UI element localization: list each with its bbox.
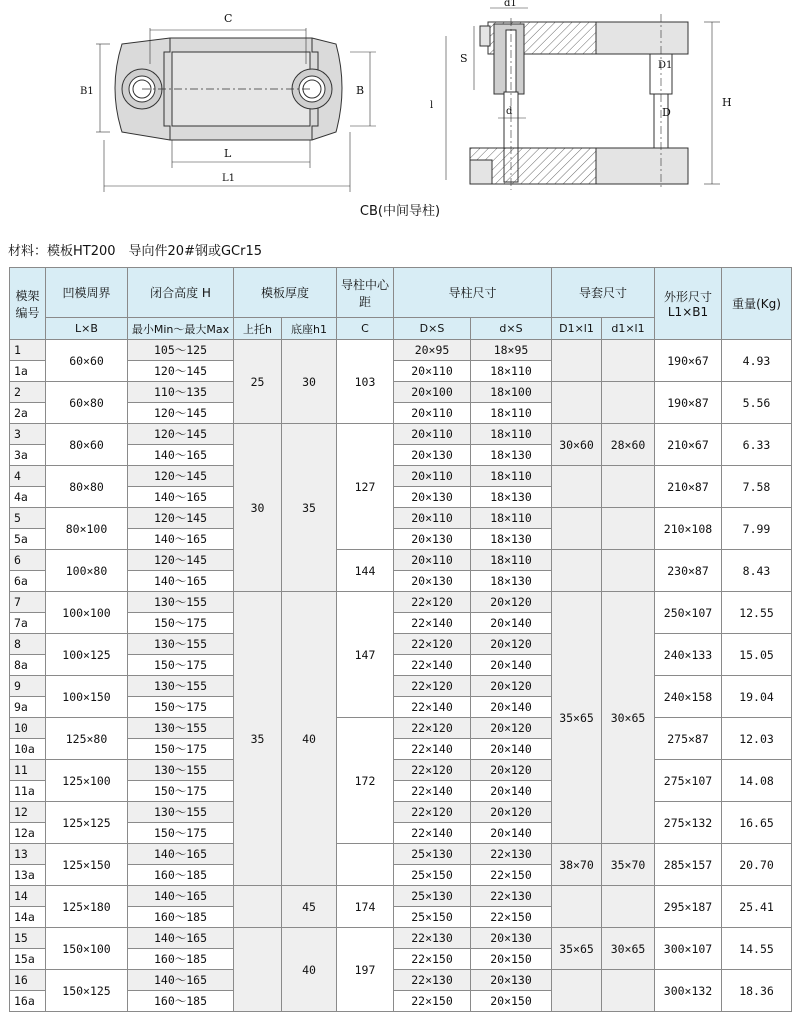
pillar-d-cell: 20×110 — [394, 508, 471, 529]
pillar-d-cell: 22×140 — [394, 613, 471, 634]
closed-height-cell: 160～185 — [128, 865, 234, 886]
pillar-small-cell: 20×120 — [471, 634, 552, 655]
plan-label-b: B — [356, 84, 365, 97]
die-perimeter-cell: 80×100 — [46, 508, 128, 550]
model-id: 12a — [10, 823, 46, 844]
bush-d1-cell: 30×60 — [552, 424, 602, 466]
pillar-small-cell: 18×110 — [471, 361, 552, 382]
weight-cell: 7.99 — [722, 508, 792, 550]
bush-small-cell — [602, 886, 655, 928]
sub-header-lxb: L×B — [46, 318, 128, 340]
pillar-small-cell: 20×120 — [471, 592, 552, 613]
model-id: 3a — [10, 445, 46, 466]
sub-header-c: C — [337, 318, 394, 340]
table-row — [10, 844, 792, 865]
weight-cell: 14.08 — [722, 760, 792, 802]
model-id: 5a — [10, 529, 46, 550]
pillar-d-cell: 22×120 — [394, 592, 471, 613]
weight-cell: 12.55 — [722, 592, 792, 634]
pillar-small-cell: 20×140 — [471, 823, 552, 844]
table-row — [10, 550, 792, 571]
model-id: 15a — [10, 949, 46, 970]
pillar-d-cell: 20×110 — [394, 403, 471, 424]
pillar-d-cell: 22×140 — [394, 823, 471, 844]
sub-header-bush-d1: D1×l1 — [552, 318, 602, 340]
weight-cell: 12.03 — [722, 718, 792, 760]
pillar-d-cell: 22×140 — [394, 781, 471, 802]
sub-header-bush-small: d1×l1 — [602, 318, 655, 340]
bush-small-cell — [602, 550, 655, 592]
outer-size-cell: 240×158 — [655, 676, 722, 718]
closed-height-cell: 120～145 — [128, 466, 234, 487]
elev-label-h: H — [722, 96, 732, 109]
bush-d1-cell — [552, 382, 602, 424]
material-note: 材料：模板HT200 导向件20#钢或GCr15 — [8, 244, 263, 259]
pillar-d-cell: 20×130 — [394, 445, 471, 466]
bush-d1-cell: 38×70 — [552, 844, 602, 886]
pillar-d-cell: 20×110 — [394, 361, 471, 382]
model-id: 10 — [10, 718, 46, 739]
pillar-d-cell: 22×150 — [394, 949, 471, 970]
drawing-caption: CB(中间导柱) — [359, 204, 441, 219]
closed-height-cell: 140～165 — [128, 487, 234, 508]
base-thickness-cell: 40 — [282, 928, 337, 1012]
closed-height-cell: 120～145 — [128, 424, 234, 445]
die-perimeter-cell: 80×80 — [46, 466, 128, 508]
model-id: 1a — [10, 361, 46, 382]
table-row — [10, 508, 792, 529]
base-thickness-cell: 35 — [282, 424, 337, 592]
header-die-perimeter: 凹模周界 — [46, 268, 128, 318]
table-row — [10, 382, 792, 403]
header-guide-pillar: 导柱尺寸 — [394, 268, 552, 318]
pillar-small-cell: 20×120 — [471, 760, 552, 781]
die-perimeter-cell: 150×125 — [46, 970, 128, 1012]
weight-cell: 8.43 — [722, 550, 792, 592]
table-row — [10, 634, 792, 655]
model-id: 13 — [10, 844, 46, 865]
outer-size-cell: 240×133 — [655, 634, 722, 676]
elev-label-s: S — [460, 52, 468, 65]
center-distance-cell: 144 — [337, 550, 394, 592]
table-row — [10, 466, 792, 487]
bush-small-cell — [602, 970, 655, 1012]
weight-cell: 25.41 — [722, 886, 792, 928]
outer-size-cell: 295×187 — [655, 886, 722, 928]
model-id: 16 — [10, 970, 46, 991]
pillar-d-cell: 20×100 — [394, 382, 471, 403]
bush-d1-cell — [552, 550, 602, 592]
outer-size-cell: 230×87 — [655, 550, 722, 592]
bush-d1-cell — [552, 886, 602, 928]
bush-small-cell: 30×65 — [602, 592, 655, 844]
bush-small-cell: 35×70 — [602, 844, 655, 886]
elev-label-l: l — [430, 100, 434, 111]
closed-height-cell: 150～175 — [128, 739, 234, 760]
closed-height-cell: 140～165 — [128, 928, 234, 949]
model-id: 14a — [10, 907, 46, 928]
table-row — [10, 760, 792, 781]
pillar-d-cell: 20×110 — [394, 424, 471, 445]
pillar-small-cell: 18×110 — [471, 403, 552, 424]
pillar-small-cell: 22×130 — [471, 886, 552, 907]
bush-d1-cell: 35×65 — [552, 928, 602, 970]
sub-header-pillar-small: d×S — [471, 318, 552, 340]
model-id: 13a — [10, 865, 46, 886]
closed-height-cell: 140～165 — [128, 970, 234, 991]
pillar-small-cell: 20×130 — [471, 970, 552, 991]
weight-cell: 19.04 — [722, 676, 792, 718]
outer-size-cell: 250×107 — [655, 592, 722, 634]
weight-cell: 5.56 — [722, 382, 792, 424]
pillar-d-cell: 20×130 — [394, 571, 471, 592]
table-row — [10, 718, 792, 739]
bush-d1-cell — [552, 340, 602, 382]
die-perimeter-cell: 100×100 — [46, 592, 128, 634]
model-id: 7 — [10, 592, 46, 613]
pillar-d-cell: 22×120 — [394, 634, 471, 655]
base-thickness-cell: 40 — [282, 592, 337, 886]
pillar-small-cell: 18×130 — [471, 571, 552, 592]
elevation-view-drawing — [446, 8, 720, 190]
die-perimeter-cell: 125×180 — [46, 886, 128, 928]
pillar-small-cell: 18×110 — [471, 466, 552, 487]
weight-cell: 16.65 — [722, 802, 792, 844]
die-perimeter-cell: 100×125 — [46, 634, 128, 676]
pillar-d-cell: 20×110 — [394, 466, 471, 487]
model-id: 7a — [10, 613, 46, 634]
pillar-small-cell: 20×150 — [471, 949, 552, 970]
outer-size-cell: 300×107 — [655, 928, 722, 970]
closed-height-cell: 150～175 — [128, 781, 234, 802]
pillar-d-cell: 25×130 — [394, 886, 471, 907]
model-id: 2a — [10, 403, 46, 424]
die-perimeter-cell: 100×150 — [46, 676, 128, 718]
pillar-d-cell: 22×130 — [394, 928, 471, 949]
weight-cell: 20.70 — [722, 844, 792, 886]
pillar-d-cell: 22×140 — [394, 739, 471, 760]
pillar-d-cell: 22×140 — [394, 697, 471, 718]
pillar-d-cell: 20×110 — [394, 550, 471, 571]
outer-size-cell: 275×132 — [655, 802, 722, 844]
technical-drawings — [0, 0, 800, 200]
table-row — [10, 970, 792, 991]
closed-height-cell: 120～145 — [128, 508, 234, 529]
pillar-small-cell: 20×120 — [471, 718, 552, 739]
die-perimeter-cell: 60×80 — [46, 382, 128, 424]
bush-small-cell — [602, 508, 655, 550]
bush-d1-cell — [552, 466, 602, 508]
closed-height-cell: 110～135 — [128, 382, 234, 403]
pillar-small-cell: 20×120 — [471, 676, 552, 697]
model-id: 2 — [10, 382, 46, 403]
pillar-small-cell: 18×110 — [471, 550, 552, 571]
plan-label-b1: B1 — [80, 86, 94, 97]
pillar-small-cell: 22×130 — [471, 844, 552, 865]
outer-size-cell: 190×67 — [655, 340, 722, 382]
closed-height-cell: 150～175 — [128, 613, 234, 634]
pillar-small-cell: 20×130 — [471, 928, 552, 949]
bush-d1-cell — [552, 970, 602, 1012]
pillar-d-cell: 22×130 — [394, 970, 471, 991]
outer-size-cell: 275×107 — [655, 760, 722, 802]
model-id: 6a — [10, 571, 46, 592]
model-id: 9 — [10, 676, 46, 697]
pillar-d-cell: 22×140 — [394, 655, 471, 676]
closed-height-cell: 150～175 — [128, 655, 234, 676]
pillar-small-cell: 20×140 — [471, 697, 552, 718]
plan-label-l: L — [224, 147, 232, 160]
upper-thickness-cell: 35 — [234, 592, 282, 886]
table-row — [10, 886, 792, 907]
closed-height-cell: 140～165 — [128, 529, 234, 550]
base-thickness-cell: 30 — [282, 340, 337, 424]
table-row — [10, 928, 792, 949]
weight-cell: 7.58 — [722, 466, 792, 508]
table-row — [10, 592, 792, 613]
weight-cell: 4.93 — [722, 340, 792, 382]
sub-header-upper: 上托h — [234, 318, 282, 340]
pillar-small-cell: 20×140 — [471, 655, 552, 676]
table-row — [10, 424, 792, 445]
pillar-small-cell: 18×100 — [471, 382, 552, 403]
closed-height-cell: 105～125 — [128, 340, 234, 361]
closed-height-cell: 140～165 — [128, 445, 234, 466]
spec-table — [9, 267, 792, 1012]
center-distance-cell — [337, 844, 394, 886]
die-perimeter-cell: 125×100 — [46, 760, 128, 802]
weight-cell: 14.55 — [722, 928, 792, 970]
header-guide-bush: 导套尺寸 — [552, 268, 655, 318]
model-id: 5 — [10, 508, 46, 529]
closed-height-cell: 150～175 — [128, 823, 234, 844]
outer-size-cell: 300×132 — [655, 970, 722, 1012]
pillar-d-cell: 22×120 — [394, 760, 471, 781]
pillar-small-cell: 20×140 — [471, 781, 552, 802]
closed-height-cell: 130～155 — [128, 760, 234, 781]
pillar-small-cell: 20×150 — [471, 991, 552, 1012]
closed-height-cell: 140～165 — [128, 844, 234, 865]
model-id: 14 — [10, 886, 46, 907]
die-perimeter-cell: 150×100 — [46, 928, 128, 970]
outer-size-cell: 285×157 — [655, 844, 722, 886]
center-distance-cell: 172 — [337, 718, 394, 844]
model-id: 3 — [10, 424, 46, 445]
bush-small-cell — [602, 466, 655, 508]
pillar-d-cell: 20×130 — [394, 529, 471, 550]
pillar-small-cell: 22×150 — [471, 865, 552, 886]
pillar-small-cell: 18×130 — [471, 445, 552, 466]
pillar-d-cell: 22×120 — [394, 802, 471, 823]
die-perimeter-cell: 125×150 — [46, 844, 128, 886]
model-id: 4 — [10, 466, 46, 487]
closed-height-cell: 160～185 — [128, 991, 234, 1012]
bush-d1-cell — [552, 508, 602, 550]
header-center-distance: 导柱中心距 — [337, 268, 394, 318]
closed-height-cell: 130～155 — [128, 718, 234, 739]
closed-height-cell: 120～145 — [128, 550, 234, 571]
header-closed-height: 闭合高度 H — [128, 268, 234, 318]
outer-size-cell: 275×87 — [655, 718, 722, 760]
pillar-d-cell: 25×130 — [394, 844, 471, 865]
base-thickness-cell: 45 — [282, 886, 337, 928]
header-model-no: 模架编号 — [10, 268, 46, 340]
closed-height-cell: 120～145 — [128, 361, 234, 382]
die-perimeter-cell: 125×125 — [46, 802, 128, 844]
die-perimeter-cell: 60×60 — [46, 340, 128, 382]
pillar-d-cell: 22×150 — [394, 991, 471, 1012]
closed-height-cell: 130～155 — [128, 592, 234, 613]
weight-cell: 18.36 — [722, 970, 792, 1012]
closed-height-cell: 120～145 — [128, 403, 234, 424]
table-row — [10, 676, 792, 697]
plan-label-l1: L1 — [222, 173, 236, 184]
die-perimeter-cell: 100×80 — [46, 550, 128, 592]
bush-small-cell — [602, 340, 655, 382]
pillar-small-cell: 18×110 — [471, 424, 552, 445]
model-id: 4a — [10, 487, 46, 508]
center-distance-cell: 147 — [337, 592, 394, 718]
bush-small-cell — [602, 382, 655, 424]
die-perimeter-cell: 80×60 — [46, 424, 128, 466]
closed-height-cell: 130～155 — [128, 634, 234, 655]
die-perimeter-cell: 125×80 — [46, 718, 128, 760]
sub-header-min-max: 最小Min～最大Max — [128, 318, 234, 340]
closed-height-cell: 130～155 — [128, 802, 234, 823]
pillar-small-cell: 22×150 — [471, 907, 552, 928]
model-id: 8a — [10, 655, 46, 676]
header-weight: 重量(Kg) — [722, 268, 792, 340]
table-row — [10, 802, 792, 823]
pillar-small-cell: 20×120 — [471, 802, 552, 823]
pillar-d-cell: 22×120 — [394, 718, 471, 739]
outer-size-cell: 190×87 — [655, 382, 722, 424]
pillar-small-cell: 20×140 — [471, 739, 552, 760]
header-outer-size: 外形尺寸L1×B1 — [655, 268, 722, 340]
elev-label-d1: d1 — [504, 0, 517, 9]
center-distance-cell: 174 — [337, 886, 394, 928]
outer-size-cell: 210×87 — [655, 466, 722, 508]
table-row — [10, 340, 792, 361]
bush-small-cell: 30×65 — [602, 928, 655, 970]
pillar-small-cell: 18×130 — [471, 529, 552, 550]
upper-thickness-cell: 25 — [234, 340, 282, 424]
closed-height-cell: 130～155 — [128, 676, 234, 697]
pillar-d-cell: 25×150 — [394, 865, 471, 886]
weight-cell: 15.05 — [722, 634, 792, 676]
header-plate-thickness: 模板厚度 — [234, 268, 337, 318]
bush-d1-cell: 35×65 — [552, 592, 602, 844]
closed-height-cell: 160～185 — [128, 949, 234, 970]
sub-header-pillar-d: D×S — [394, 318, 471, 340]
pillar-small-cell: 18×130 — [471, 487, 552, 508]
pillar-d-cell: 20×95 — [394, 340, 471, 361]
bush-small-cell: 28×60 — [602, 424, 655, 466]
pillar-d-cell: 22×120 — [394, 676, 471, 697]
sub-header-base: 底座h1 — [282, 318, 337, 340]
center-distance-cell: 127 — [337, 424, 394, 550]
elev-label-d-big: D — [662, 106, 671, 119]
upper-thickness-cell — [234, 928, 282, 1012]
upper-thickness-cell — [234, 886, 282, 928]
center-distance-cell: 103 — [337, 340, 394, 424]
model-id: 8 — [10, 634, 46, 655]
pillar-small-cell: 18×95 — [471, 340, 552, 361]
model-id: 10a — [10, 739, 46, 760]
elev-label-d: d — [506, 106, 513, 117]
closed-height-cell: 160～185 — [128, 907, 234, 928]
spec-table-body — [10, 340, 792, 1012]
pillar-d-cell: 20×130 — [394, 487, 471, 508]
upper-thickness-cell: 30 — [234, 424, 282, 592]
model-id: 15 — [10, 928, 46, 949]
plan-view-drawing — [96, 28, 376, 192]
pillar-d-cell: 25×150 — [394, 907, 471, 928]
model-id: 16a — [10, 991, 46, 1012]
pillar-small-cell: 20×140 — [471, 613, 552, 634]
model-id: 9a — [10, 697, 46, 718]
center-distance-cell: 197 — [337, 928, 394, 1012]
weight-cell: 6.33 — [722, 424, 792, 466]
closed-height-cell: 150～175 — [128, 697, 234, 718]
plan-label-c: C — [224, 12, 233, 25]
pillar-small-cell: 18×110 — [471, 508, 552, 529]
model-id: 1 — [10, 340, 46, 361]
outer-size-cell: 210×108 — [655, 508, 722, 550]
closed-height-cell: 140～165 — [128, 886, 234, 907]
closed-height-cell: 140～165 — [128, 571, 234, 592]
model-id: 6 — [10, 550, 46, 571]
elev-label-d1-big: D1 — [658, 60, 673, 71]
model-id: 12 — [10, 802, 46, 823]
model-id: 11 — [10, 760, 46, 781]
model-id: 11a — [10, 781, 46, 802]
outer-size-cell: 210×67 — [655, 424, 722, 466]
